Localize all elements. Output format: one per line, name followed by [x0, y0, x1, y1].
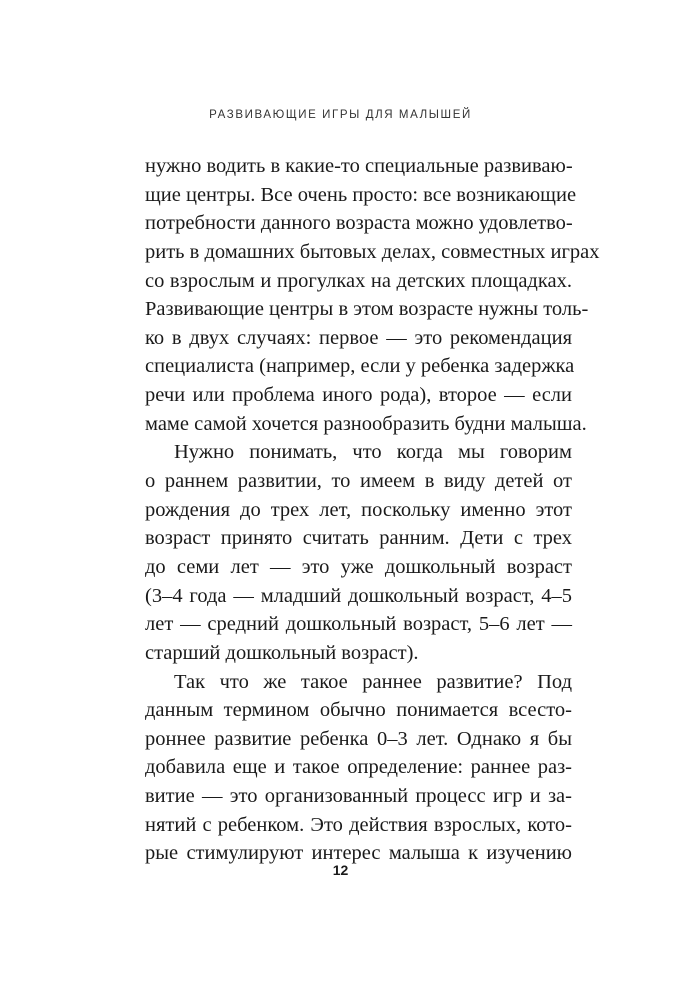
text-line: до семи лет — это уже дошкольный возраст — [145, 555, 572, 578]
text-line: возраст принято считать ранним. Дети с трех — [145, 527, 572, 550]
text-line: рые стимулируют интерес малыша к изучению — [145, 842, 572, 865]
text-line: маме самой хочется разнообразить будни малыша. — [145, 412, 587, 435]
text-line: рождения до трех лет, поскольку именно этот — [145, 498, 572, 521]
paragraph-start-line: Так что же такое раннее развитие? Под — [174, 670, 572, 693]
text-line: лет — средний дошкольный возраст, 5–6 лет — — [145, 613, 572, 636]
text-line: добавила еще и такое определение: раннее раз- — [145, 756, 572, 779]
text-line: нужно водить в какие-то специальные развиваю- — [145, 155, 573, 177]
text-line: потребности данного возраста можно удовлетво- — [145, 212, 573, 235]
paragraph-start-line: Нужно понимать, что когда мы говорим — [174, 441, 572, 464]
text-line: ко в двух случаях: первое — это рекомендация — [145, 326, 572, 349]
running-head: РАЗВИВАЮЩИЕ ИГРЫ ДЛЯ МАЛЫШЕЙ — [209, 109, 472, 121]
text-line: витие — это организованный процесс игр и за- — [145, 785, 572, 808]
text-line: рить в домашних бытовых делах, совместных играх — [145, 240, 600, 263]
text-line: данным термином обычно понимается всесто- — [145, 699, 572, 722]
text-line: роннее развитие ребенка 0–3 лет. Однако я бы — [145, 727, 572, 750]
text-line: речи или проблема иного рода), второе — если — [145, 384, 572, 407]
page-number: 12 — [332, 862, 349, 878]
text-line: (3–4 года — младший дошкольный возраст, 4–5 — [145, 584, 572, 607]
text-line: о раннем развитии, то имеем в виду детей от — [145, 470, 572, 493]
text-line: нятий с ребенком. Это действия взрослых, кото- — [145, 813, 572, 836]
text-line: старший дошкольный возраст). — [145, 641, 419, 664]
text-line: специалиста (например, если у ребенка задержка — [145, 355, 575, 378]
text-line: Развивающие центры в этом возрасте нужны толь- — [145, 298, 589, 321]
body-text — [145, 152, 600, 868]
text-line: щие центры. Все очень просто: все возникающие — [145, 183, 577, 206]
text-line: со взрослым и прогулках на детских площадках. — [145, 269, 572, 292]
